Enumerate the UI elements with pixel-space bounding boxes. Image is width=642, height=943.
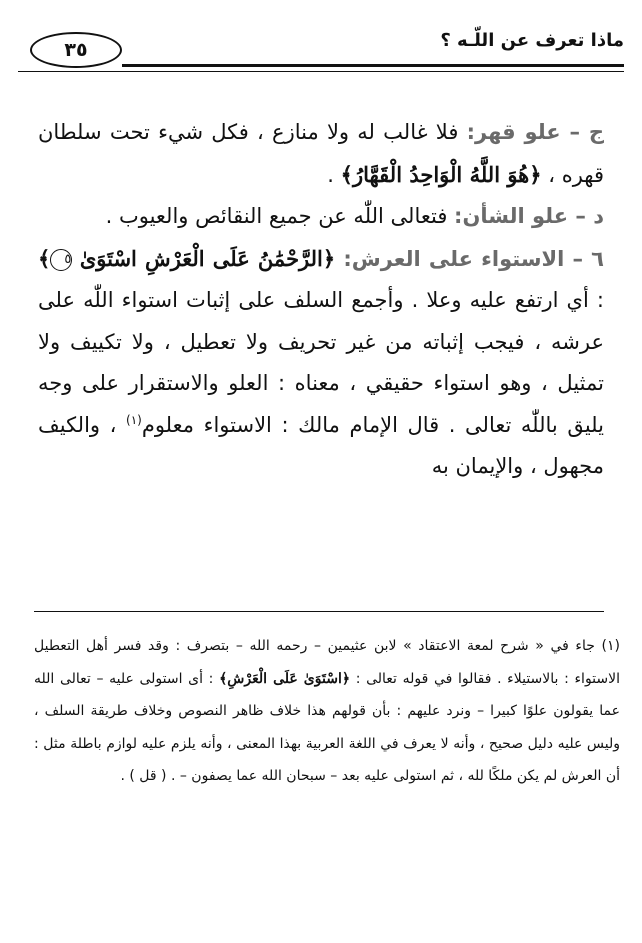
header-rule-thin bbox=[18, 71, 624, 72]
heading-istiwa: ٦ – الاستواء على العرش: bbox=[343, 246, 604, 271]
footnote-reference: (١) bbox=[126, 412, 142, 427]
footnote bbox=[34, 630, 620, 793]
paragraph-six-end: ، والكيف مجهول ، والإيمان به bbox=[38, 412, 604, 478]
main-text bbox=[38, 112, 604, 488]
paragraph-dal bbox=[38, 196, 604, 238]
heading-dal: د – علو الشأن: bbox=[454, 204, 604, 228]
paragraph-six-text: : أي ارتفع عليه وعلا . وأجمع السلف على إثبات استواء اللّٰه على عرشه ، فيجب إثباته من غير تحريف ولا تعطيل ، ولا تكييف ولا تمثيل ، وهو استواء حقيقي ، معناه : العلو والاستقرار على وجه يليق باللّٰه تعالى . قال الإمام مالك : الاستواء معلوم bbox=[38, 288, 604, 437]
footnote-text-end: : أى استولى عليه – تعالى الله عما يقولون علوًا كبيرا – ونرد عليهم : بأن قولهم هذا خلاف ظاهر النصوص وخلاف طريقة السلف ، وليس عليه دليل صحيح ، وأنه لا يعرف في اللغة العربية بهذا المعنى ، وأنه يلزم عليه لوازم باطلة مثل : أن العرش لم يكن ملكًا لله ، ثم استولى عليه بعد – سبحان الله عما يصفون – . ( قل ) . bbox=[34, 670, 620, 784]
footnote-quran: ﴿اسْتَوَىٰ عَلَى الْعَرْشِ﴾ bbox=[219, 670, 351, 687]
paragraph-jeem-text: فلا غالب له ولا منازع ، فكل شيء تحت سلطان قهره ، bbox=[38, 120, 604, 187]
page-number: ٣٥ bbox=[64, 39, 88, 61]
quran-verse-istiwa: ﴿الرَّحْمَٰنُ عَلَى الْعَرْشِ اسْتَوَىٰ bbox=[79, 245, 344, 271]
running-title: ماذا تعرف عن اللّـه ؟ bbox=[440, 30, 624, 51]
paragraph-jeem bbox=[38, 112, 604, 196]
quran-verse: ﴿هُوَ اللَّهُ الْوَاحِدُ الْقَهَّارُ﴾ bbox=[340, 161, 542, 187]
page-number-frame bbox=[30, 32, 122, 68]
paragraph-six bbox=[38, 238, 604, 488]
quran-bracket-close: ﴾ bbox=[38, 245, 51, 271]
heading-jeem: ج – علو قهر: bbox=[466, 120, 604, 144]
paragraph-jeem-end: . bbox=[327, 162, 341, 187]
footnote-separator bbox=[34, 611, 604, 612]
footnote-text: جاء في « شرح لمعة الاعتقاد » لابن عثيمين – رحمه الله – بتصرف : وقد فسر أهل التعطيل الاستواء : بالاستيلاء . فقالوا في قوله تعالى : bbox=[34, 638, 621, 687]
header-rule bbox=[122, 64, 624, 67]
ayah-number-marker: ٥ bbox=[50, 249, 72, 271]
footnote-number: (١) bbox=[601, 638, 620, 654]
footnote-paragraph bbox=[34, 630, 620, 793]
paragraph-dal-text: فتعالى اللّٰه عن جميع النقائص والعيوب . bbox=[105, 204, 455, 228]
